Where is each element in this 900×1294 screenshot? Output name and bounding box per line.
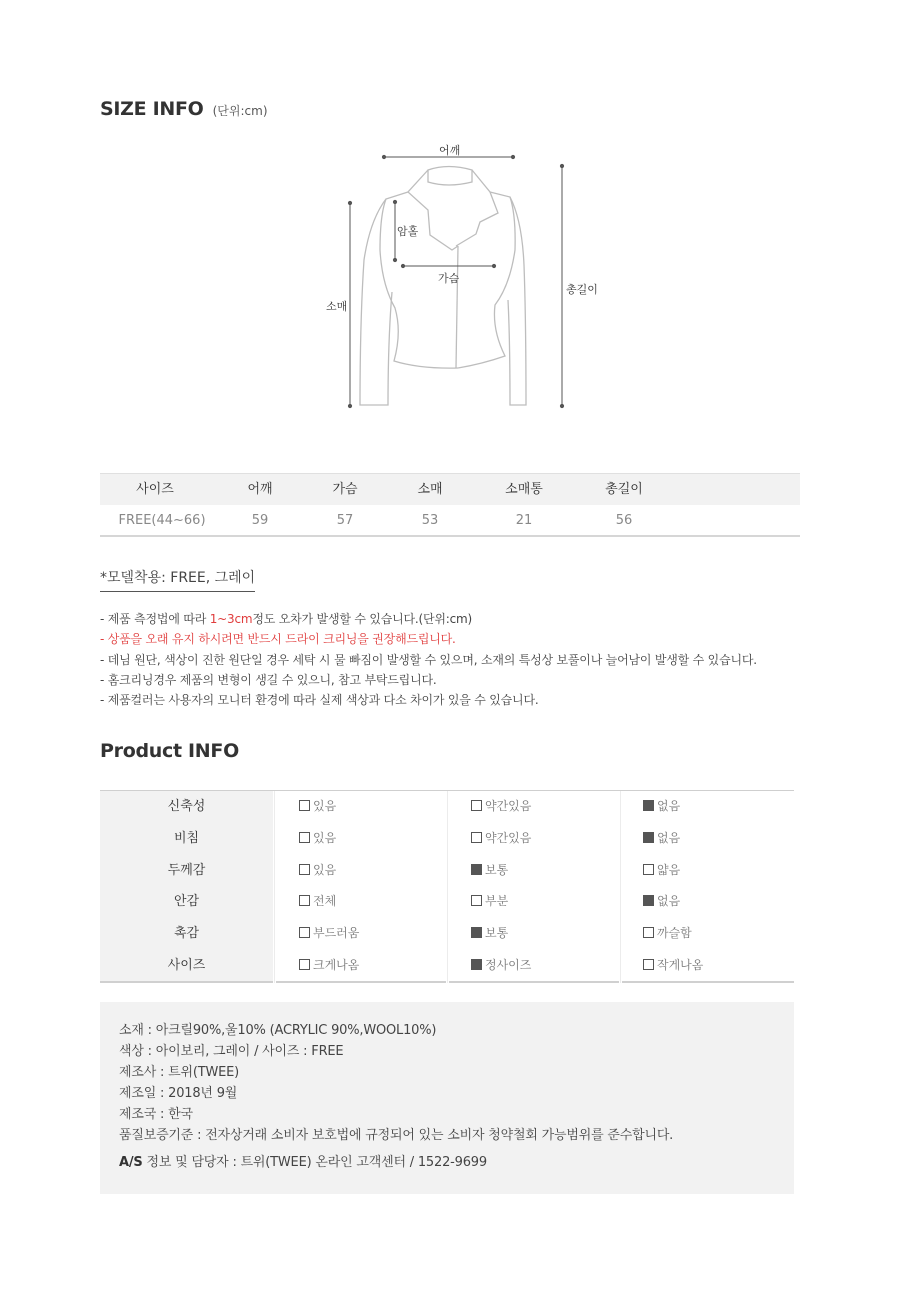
product-info-title: Product INFO bbox=[100, 740, 239, 762]
unchecked-box-icon bbox=[471, 832, 482, 843]
column-separator bbox=[447, 791, 448, 983]
cell-shoulder: 59 bbox=[251, 513, 269, 528]
note-home-cleaning: - 홈크리닝경우 제품의 변형이 생길 수 있으니, 참고 부탁드립니다. bbox=[100, 672, 437, 687]
product-info-option bbox=[471, 950, 531, 982]
product-info-option bbox=[299, 886, 336, 918]
unchecked-box-icon bbox=[299, 959, 310, 970]
option-label: 전체 bbox=[313, 894, 337, 909]
unchecked-box-icon bbox=[299, 864, 310, 875]
option-label: 없음 bbox=[657, 894, 681, 909]
size-table bbox=[100, 473, 800, 537]
option-label: 부드러움 bbox=[313, 926, 360, 941]
detail-date: 제조일 : 2018년 9월 bbox=[119, 1086, 238, 1101]
as-label: A/S bbox=[119, 1155, 143, 1170]
option-label: 약간있음 bbox=[485, 830, 532, 845]
notes-list bbox=[100, 609, 860, 710]
as-text: 정보 및 담당자 : 트위(TWEE) 온라인 고객센터 / 1522-9699 bbox=[142, 1155, 487, 1170]
product-details-box bbox=[100, 1002, 794, 1194]
note-measurement bbox=[100, 609, 860, 629]
size-info-header bbox=[100, 98, 268, 120]
unchecked-box-icon bbox=[643, 927, 654, 938]
note-denim: - 데님 원단, 색상이 진한 원단일 경우 세탁 시 물 빠짐이 발생할 수 있으며, 소재의 특성상 보풀이나 늘어남이 발생할 수 있습니다. bbox=[100, 652, 757, 667]
unchecked-box-icon bbox=[299, 927, 310, 938]
option-label: 정사이즈 bbox=[485, 957, 532, 972]
option-label: 있음 bbox=[313, 830, 337, 845]
option-label: 크게나옴 bbox=[313, 957, 360, 972]
detail-color-size: 색상 : 아이보리, 그레이 / 사이즈 : FREE bbox=[119, 1044, 344, 1059]
option-label: 없음 bbox=[657, 799, 681, 813]
header-sleeve: 소매 bbox=[417, 482, 443, 497]
product-info-option bbox=[299, 855, 336, 887]
option-label: 보통 bbox=[485, 926, 509, 941]
product-info-option bbox=[643, 918, 692, 950]
checked-box-icon bbox=[643, 832, 654, 843]
header-size: 사이즈 bbox=[136, 482, 174, 497]
product-info-option bbox=[471, 823, 531, 855]
table-divider bbox=[449, 981, 619, 983]
option-label: 약간있음 bbox=[485, 799, 532, 813]
detail-warranty: 품질보증기준 : 전자상거래 소비자 보호법에 규정되어 있는 소비자 청약철회 가능범위를 준수합니다. bbox=[119, 1128, 674, 1143]
product-info-option bbox=[643, 791, 680, 823]
detail-country: 제조국 : 한국 bbox=[119, 1107, 193, 1122]
unchecked-box-icon bbox=[643, 864, 654, 875]
product-info-table bbox=[100, 790, 794, 982]
column-separator bbox=[620, 791, 621, 983]
cell-sleeve: 53 bbox=[421, 513, 439, 528]
label-shoulder: 어깨 bbox=[439, 144, 461, 157]
checked-box-icon bbox=[643, 895, 654, 906]
checked-box-icon bbox=[643, 800, 654, 811]
note-highlight: 1~3cm bbox=[209, 612, 253, 626]
product-info-option bbox=[299, 950, 359, 982]
cell-chest: 57 bbox=[336, 513, 354, 528]
product-info-option bbox=[643, 855, 680, 887]
detail-manufacturer: 제조사 : 트위(TWEE) bbox=[119, 1065, 240, 1080]
option-label: 보통 bbox=[485, 862, 509, 877]
note-monitor-color: - 제품컬러는 사용자의 모니터 환경에 따라 실제 색상과 다소 차이가 있을 수 있습니다. bbox=[100, 693, 539, 708]
product-info-option bbox=[471, 918, 508, 950]
option-label: 있음 bbox=[313, 862, 337, 877]
header-sleeve-width: 소매통 bbox=[505, 482, 543, 497]
size-info-unit: (단위:cm) bbox=[212, 104, 268, 118]
note-text: - 제품 측정법에 따라 bbox=[100, 612, 210, 626]
checked-box-icon bbox=[471, 927, 482, 938]
header-chest: 가슴 bbox=[332, 482, 358, 497]
cell-total-length: 56 bbox=[615, 513, 633, 528]
label-armhole: 암홀 bbox=[397, 225, 419, 238]
product-info-label: 신축성 bbox=[100, 791, 273, 823]
unchecked-box-icon bbox=[643, 959, 654, 970]
unchecked-box-icon bbox=[299, 832, 310, 843]
checked-box-icon bbox=[471, 864, 482, 875]
table-divider bbox=[622, 981, 794, 983]
table-divider bbox=[276, 981, 446, 983]
product-info-label: 촉감 bbox=[100, 918, 273, 950]
product-info-option bbox=[299, 823, 336, 855]
model-wear-note: *모델착용: FREE, 그레이 bbox=[100, 567, 255, 592]
table-divider bbox=[100, 981, 273, 983]
size-table-header bbox=[100, 473, 800, 505]
unchecked-box-icon bbox=[471, 895, 482, 906]
column-separator bbox=[274, 791, 275, 983]
label-total-length: 총길이 bbox=[566, 283, 598, 296]
header-total-length: 총길이 bbox=[605, 482, 643, 497]
note-dry-cleaning: - 상품을 오래 유지 하시려면 반드시 드라이 크리닝을 권장해드립니다. bbox=[100, 632, 456, 647]
product-info-option bbox=[471, 791, 531, 823]
product-info-label: 비침 bbox=[100, 823, 273, 855]
header-shoulder: 어깨 bbox=[247, 482, 273, 497]
product-info-option bbox=[471, 855, 508, 887]
unchecked-box-icon bbox=[299, 800, 310, 811]
option-label: 얇음 bbox=[657, 862, 681, 877]
cell-size: FREE(44~66) bbox=[118, 513, 206, 528]
product-info-option bbox=[471, 886, 508, 918]
product-info-label: 안감 bbox=[100, 886, 273, 918]
label-sleeve: 소매 bbox=[326, 300, 348, 313]
size-info-title: SIZE INFO bbox=[100, 98, 204, 120]
cell-sleeve-width: 21 bbox=[515, 513, 533, 528]
jacket-size-diagram bbox=[320, 140, 600, 420]
product-info-option bbox=[299, 918, 359, 950]
note-text: 정도 오차가 발생할 수 있습니다.(단위:cm) bbox=[252, 612, 473, 626]
option-label: 있음 bbox=[313, 799, 337, 813]
option-label: 까슬함 bbox=[657, 926, 692, 941]
option-label: 작게나옴 bbox=[657, 957, 704, 972]
unchecked-box-icon bbox=[299, 895, 310, 906]
option-label: 부분 bbox=[485, 894, 509, 909]
product-info-option bbox=[643, 823, 680, 855]
table-row bbox=[100, 505, 800, 537]
label-chest: 가슴 bbox=[438, 272, 460, 285]
checked-box-icon bbox=[471, 959, 482, 970]
product-info-label: 두께감 bbox=[100, 855, 273, 887]
product-info-label: 사이즈 bbox=[100, 950, 273, 982]
product-info-option bbox=[643, 950, 703, 982]
option-label: 없음 bbox=[657, 830, 681, 845]
product-info-option bbox=[643, 886, 680, 918]
product-info-option bbox=[299, 791, 336, 823]
detail-material: 소재 : 아크릴90%,울10% (ACRYLIC 90%,WOOL10%) bbox=[119, 1023, 437, 1038]
unchecked-box-icon bbox=[471, 800, 482, 811]
detail-as bbox=[119, 1152, 794, 1173]
